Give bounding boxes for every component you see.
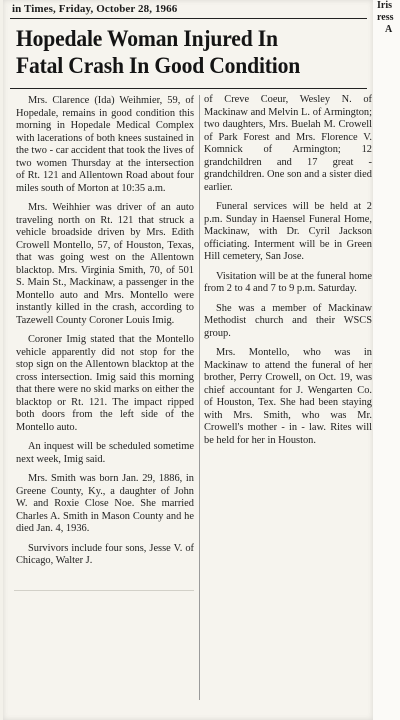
dateline-rule — [10, 18, 367, 19]
article-column-2 — [204, 94, 372, 454]
fold-crease — [14, 590, 194, 591]
paragraph: Visitation will be at the funeral home from 2 to 4 and 7 to 9 p.m. Saturday. — [204, 270, 372, 294]
paragraph: Survivors include four sons, Jesse V. of Chicago, Walter J. — [16, 542, 194, 566]
adjacent-column-strip — [373, 0, 400, 720]
paragraph: Mrs. Montello, who was in Mackinaw to attend the funeral of her brother, Perry Crowell, on Oct. 19, was chief accountant for J. Wengarten Co. of Houston, Tex. She had been staying with Mrs. Smith, who was Mr. Crowell's mother - in - law. Rites will be held for her in Houston. — [204, 347, 372, 446]
headline-line: Hopedale Woman Injured In — [16, 26, 278, 51]
headline-line: Fatal Crash In Good Condition — [16, 53, 301, 78]
headline — [16, 25, 349, 79]
paragraph: She was a member of Mackinaw Methodist church and their WSCS group. — [204, 302, 372, 339]
adjacent-fragment-line: ress — [377, 12, 394, 23]
adjacent-fragment-line: Iris — [377, 0, 392, 11]
article-column-1 — [16, 95, 194, 575]
paragraph: Coroner Imig stated that the Montello vehicle apparently did not stop for the stop sign on the Allentown blacktop at the cross intersection. Imig said this morning that there were no skid marks on either the blacktop or Rt. 121. The impact ripped both doors from the left side of the Montello auto. — [16, 334, 194, 433]
paragraph: Mrs. Clarence (Ida) Weihmier, 59, of Hopedale, remains in good condition this morning in Hopedale Medical Complex with lacerations of both knees sustained in the two - car accident that took the lives of two women Thursday at the intersection of Rt. 121 and Allentown Road about four miles south of Morton at 10:35 a.m. — [16, 95, 194, 194]
paragraph: Mrs. Smith was born Jan. 29, 1886, in Greene County, Ky., a daughter of John W. and Roxie Close Noe. She married Charles A. Smith in Mason County and he died Jan. 4, 1936. — [16, 473, 194, 534]
paragraph: Funeral services will be held at 2 p.m. Sunday in Haensel Funeral Home, Mackinaw, with Dr. Cyril Jackson officiating. Interment will be in Green Hill cemetery, San Jose. — [204, 201, 372, 262]
paragraph: of Creve Coeur, Wesley N. of Mackinaw and Melvin L. of Armington; two daughters, Mrs. Buelah M. Crowell of Park Forest and Mrs. Florence V. Komnick of Armington; 12 grandchildren and 17 great - grandchildren. One son and a sister died earlier. — [204, 94, 372, 193]
column-divider — [199, 95, 200, 700]
headline-rule — [10, 88, 367, 89]
adjacent-fragment-line: A — [385, 24, 393, 35]
paragraph: Mrs. Weihhier was driver of an auto traveling north on Rt. 121 that struck a vehicle broadside driven by Mrs. Edith Crowell Montello, 57, of Houston, Texas, that was going west on the Allentown blacktop. Mrs. Virginia Smith, 70, of 501 S. Main St., Mackinaw, a passenger in the Montello auto and Mrs. Montello were instantly killed in the crash, according to Tazewell County Coroner Louis Imig. — [16, 202, 194, 326]
paragraph: An inquest will be scheduled sometime next week, Imig said. — [16, 441, 194, 465]
adjacent-column-fragment — [377, 0, 393, 36]
dateline: in Times, Friday, October 28, 1966 — [12, 3, 178, 15]
